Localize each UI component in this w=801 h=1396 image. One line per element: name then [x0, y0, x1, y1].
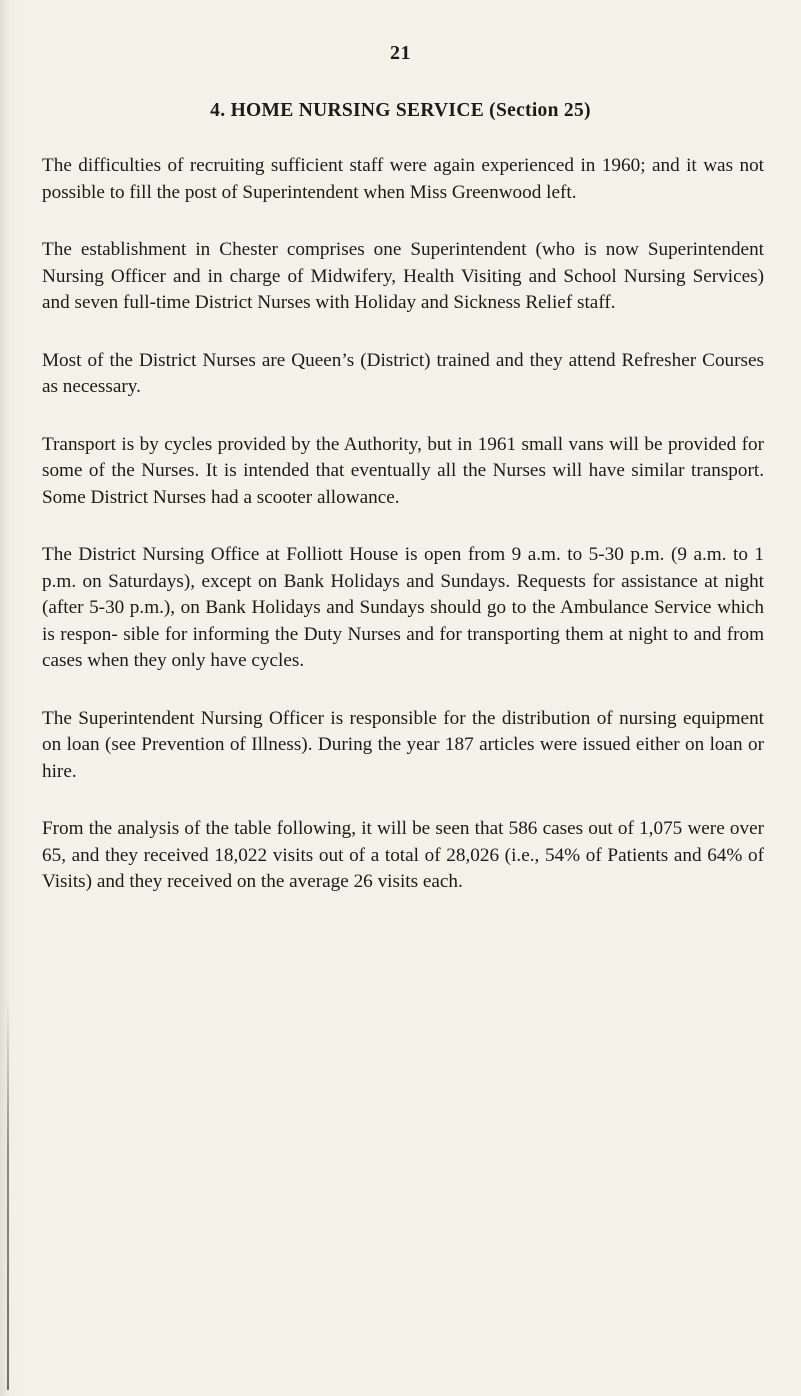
paragraph-establishment: The establishment in Chester comprises one Superintendent (who is now Superintendent Nursing Officer and in charge of Midwifery, Health Visiting and School Nursing Services) and seven full-time District Nurses with Holiday and Sickness Relief staff.: [42, 239, 764, 313]
body-text: [42, 153, 764, 927]
section-heading: 4. HOME NURSING SERVICE (Section 25): [210, 100, 591, 121]
paragraph-analysis: From the analysis of the table following, it will be seen that 586 cases out of 1,075 were over 65, and they received 18,022 visits out of a total of 28,026 (i.e., 54% of Patients and 64% of Visits) and they received on the average 26 visits each.: [42, 818, 764, 892]
page-number: 21: [390, 42, 411, 64]
paragraph-equipment: The Superintendent Nursing Officer is responsible for the distribution of nursing equipment on loan (see Prevention of Illness). During the year 187 articles were issued either on loan or hire.: [42, 707, 764, 782]
paragraph-training: Most of the District Nurses are Queen’s (District) trained and they attend Refresher Courses as necessary.: [42, 349, 764, 397]
binding-edge: [7, 1000, 9, 1390]
paragraph-office-hours: The District Nursing Office at Folliott House is open from 9 a.m. to 5-30 p.m. (9 a.m. to 1 p.m. on Saturdays), except on Bank Holidays and Sundays. Requests for assistance at night (after 5-30 p.m.), on Bank Holidays and Sundays should go to the Ambulance Service which is respon- sible for informing the Duty Nurses and for transporting them at night to and from cases when they only have cycles.: [42, 544, 764, 671]
paragraph-recruiting: The difficulties of recruiting sufficient staff were again experienced in 1960; and it was not possible to fill the post of Superintendent when Miss Greenwood left.: [42, 155, 764, 203]
paragraph-transport: Transport is by cycles provided by the Authority, but in 1961 small vans will be provided for some of the Nurses. It is intended that eventually all the Nurses will have similar transport. Some District Nurses had a scooter allowance.: [42, 433, 764, 508]
